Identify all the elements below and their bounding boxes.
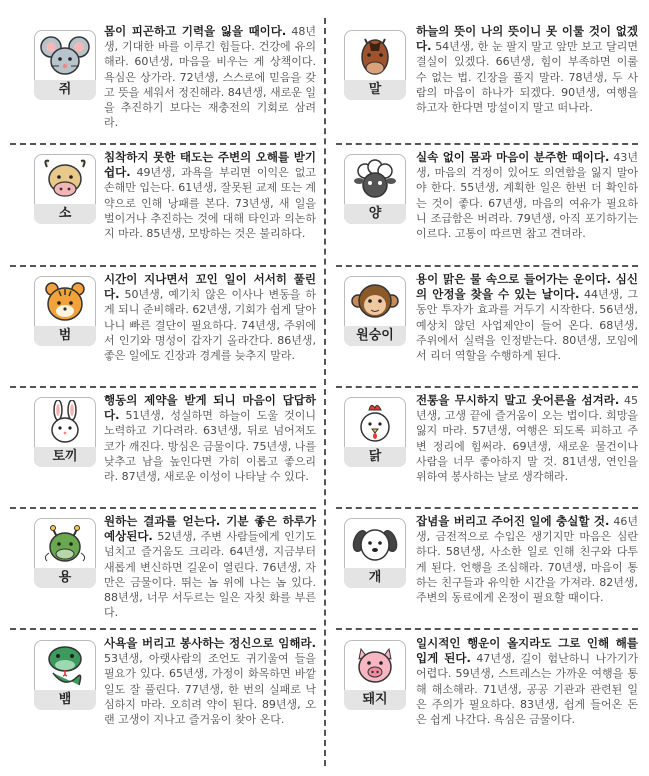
- entry-headline: 침착하지 못한 태도는 주변의 오해를 받기 쉽다.: [104, 150, 316, 180]
- zodiac-label: 용: [34, 568, 96, 588]
- zodiac-label: 말: [344, 80, 406, 100]
- entry-headline: 사욕을 버리고 봉사하는 정신으로 임해라.: [104, 636, 316, 650]
- entry-text: [336, 150, 638, 241]
- zodiac-label: 쥐: [34, 80, 96, 100]
- zodiac-label: 소: [34, 204, 96, 224]
- zodiac-label: 원숭이: [344, 326, 406, 346]
- entry-headline: 실속 없이 몸과 마음이 분주한 때이다.: [416, 150, 610, 164]
- entry-text: [336, 272, 638, 363]
- entry-body: 44년생, 그 동안 투자가 효과를 거두기 시작한다. 56년생, 예상치 않던 사업제안이 들어 온다. 68년생, 주위에서 실력을 인정받는다. 80년생, 모임에서 리더 역할을 수행하게 된다.: [416, 288, 638, 363]
- entry-body: 49년생, 과욕을 부리면 이익은 없고 손해만 입는다. 61년생, 잘못된 교제 또는 계약으로 인해 낭패를 본다. 73년생, 새 일을 벌이거나 추진하는 것에 대해 타인과 의논하지 마라. 85년생, 모방하는 것은 불리하다.: [104, 166, 316, 241]
- horoscope-entry-monkey: [336, 272, 640, 384]
- row-divider: [10, 143, 316, 145]
- horoscope-entry-ox: [10, 150, 318, 262]
- entry-text: [10, 514, 316, 620]
- horoscope-entry-rooster: [336, 393, 640, 505]
- zodiac-label: 토끼: [34, 447, 96, 467]
- row-divider: [336, 628, 638, 630]
- column-divider: [324, 18, 326, 766]
- horoscope-entry-pig: [336, 636, 640, 756]
- entry-body: 50년생, 예기치 않은 이사나 변동을 하게 되니 준비해라. 62년생, 기회가 쉽게 달아나니 빠른 결단이 필요하다. 74년생, 주위에서 인기와 명성이 갑자기 올라간다. 86년생, 좋은 일에도 긴장과 경계를 늦추지 말라.: [104, 288, 316, 363]
- entry-headline: 행동의 제약을 받게 되니 마음이 답답하다.: [104, 393, 316, 423]
- row-divider: [10, 386, 316, 388]
- entry-text: [10, 272, 316, 363]
- entry-headline: 원하는 결과를 얻는다. 기분 좋은 하루가 예상된다.: [104, 514, 316, 544]
- horoscope-entry-horse: [336, 24, 640, 140]
- entry-text: [10, 150, 316, 241]
- entry-text: [336, 24, 638, 115]
- entry-headline: 시간이 지나면서 꼬인 일이 서서히 풀린다.: [104, 272, 316, 302]
- row-divider: [336, 386, 638, 388]
- entry-headline: 잡념을 버리고 주어진 일에 충실할 것.: [416, 514, 610, 528]
- entry-body: 45년생, 고생 끝에 즐거움이 오는 법이다. 희망을 잃지 마라. 57년생, 여행은 되도록 피하고 주변 정리에 힘써라. 69년생, 새로운 물건이나 사람을 너무 좋아하지 말 것. 81년생, 연인을 위하여 봉사하는 날로 생각해라.: [416, 394, 638, 484]
- entry-text: [336, 393, 638, 484]
- horoscope-entry-dog: [336, 514, 640, 626]
- entry-headline: 하늘의 뜻이 나의 뜻이니 못 이룰 것이 없겠다.: [416, 24, 638, 54]
- entry-text: [336, 636, 638, 727]
- zodiac-label: 돼지: [344, 690, 406, 710]
- entry-body: 51년생, 성실하면 하늘이 도울 것이니 노력하고 기다려라. 63년생, 뒤로 넘어져도 코가 깨진다. 방심은 금물이다. 75년생, 나를 낮추고 남을 높인다면 가히 이롭고 좋으리라. 87년생, 새로운 이성이 나타날 수 있다.: [104, 409, 316, 484]
- entry-headline: 몸이 피곤하고 기력을 잃을 때이다.: [104, 24, 287, 38]
- row-divider: [10, 507, 316, 509]
- horoscope-entry-snake: [10, 636, 318, 756]
- row-divider: [10, 265, 316, 267]
- entry-body: 48년생, 기대한 바를 이루긴 힘들다. 건강에 유의해라. 60년생, 마음을 비우는 게 상책이다. 욕심은 상가라. 72년생, 스스로에 믿음을 갖고 뜻을 세워서 정진해라. 84년생, 새로운 일을 추진하기 보다는 재충전의 기회로 삼려라.: [104, 25, 316, 130]
- row-divider: [10, 628, 316, 630]
- entry-text: [10, 24, 316, 130]
- zodiac-label: 뱀: [34, 690, 96, 710]
- entry-body: 53년생, 아랫사람의 조언도 귀기울여 들을 필요가 있다. 65년생, 가정이 화목하면 바깥 일도 잘 풀린다. 77년생, 한 번의 실패로 낙심하지 마라. 오히려 약이 된다. 89년생, 오랜 고생이 지나고 즐거움이 찾아 온다.: [104, 652, 316, 727]
- row-divider: [336, 507, 638, 509]
- zodiac-label: 양: [344, 204, 406, 224]
- horoscope-entry-sheep: [336, 150, 640, 262]
- entry-headline: 용이 맑은 물 속으로 들어가는 운이다. 심신의 안정을 찾을 수 있는 날이다.: [416, 272, 638, 302]
- entry-body: 43년생, 마음의 걱정이 있어도 의연함을 잃지 말아야 한다. 55년생, 계획한 일은 한번 더 확인하는 것이 좋다. 67년생, 마음의 여유가 필요하니 조급함은 버려라. 79년생, 아직 포기하기는 이르다. 고통이 따르면 참고 견뎌라.: [416, 151, 638, 241]
- horoscope-entry-dragon: [10, 514, 318, 626]
- horoscope-entry-rat: [10, 24, 318, 140]
- entry-body: 46년생, 금전적으로 수입은 생기지만 마음은 심란하다. 58년생, 사소한 일로 인해 친구와 다투게 된다. 언행을 조심해라. 70년생, 마음이 통하는 친구들과 유익한 시간을 가져라. 82년생, 주변의 동료에게 온정이 필요할 때이다.: [416, 515, 638, 605]
- entry-body: 47년생, 길이 험난하니 나가기가 어렵다. 59년생, 스트레스는 가까운 여행을 통해 해소해라. 71년생, 공공 기관과 관련된 일은 주의가 필요하다. 83년생, 쉽게 들어온 돈은 쉽게 나간다. 욕심은 금물이다.: [416, 652, 639, 727]
- horoscope-entry-rabbit: [10, 393, 318, 505]
- entry-body: 54년생, 한 눈 팔지 말고 앞만 보고 달리면 결실이 있겠다. 66년생, 힘이 부족하면 이룰 수 없는 법. 긴장을 풀지 말라. 78년생, 두 사람의 마음이 하나가 되겠다. 90년생, 여행을 하고자 한다면 망설이지 말고 떠나라.: [416, 40, 638, 115]
- zodiac-label: 닭: [344, 447, 406, 467]
- zodiac-label: 범: [34, 326, 96, 346]
- entry-headline: 일시적인 행운이 올지라도 그로 인해 해를 입게 된다.: [416, 636, 638, 666]
- horoscope-entry-tiger: [10, 272, 318, 384]
- entry-text: [10, 636, 316, 727]
- row-divider: [336, 143, 638, 145]
- entry-text: [336, 514, 638, 605]
- entry-text: [10, 393, 316, 484]
- zodiac-label: 개: [344, 568, 406, 588]
- entry-headline: 전통을 무시하지 말고 웃어른을 섬겨라.: [416, 393, 620, 407]
- row-divider: [336, 265, 638, 267]
- entry-body: 52년생, 주변 사람들에게 인기도 넘치고 즐거움도 크리라. 64년생, 지금부터 새롭게 변신하면 길운이 열린다. 76년생, 자만은 금물이다. 뛰는 놈 위에 나는 놈 있다. 88년생, 너무 서두르는 일은 자칫 화를 부른다.: [104, 530, 316, 620]
